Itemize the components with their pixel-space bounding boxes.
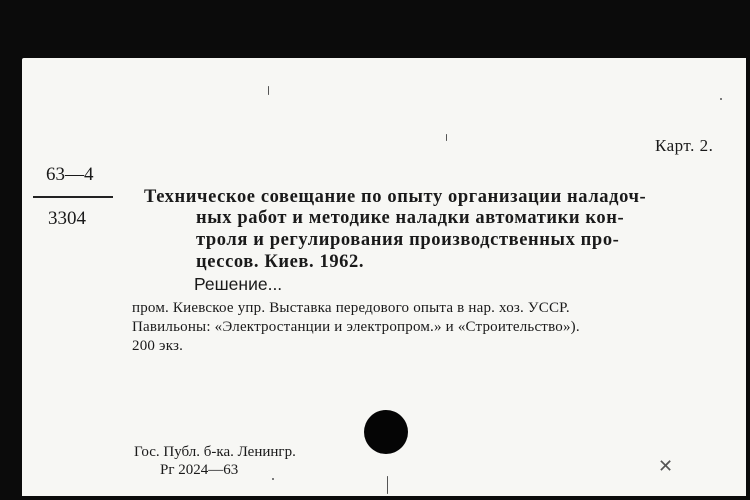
punch-hole	[364, 410, 408, 454]
shelfmark: Рг 2024—63	[160, 462, 239, 478]
catalog-card	[22, 58, 746, 496]
library-name: Гос. Публ. б-ка. Ленингр.	[134, 444, 296, 460]
title-line-3: троля и регулирования производственных про-	[196, 230, 620, 250]
body-line-3: 200 экз.	[132, 338, 184, 354]
scan-speck	[268, 86, 269, 95]
title-line-1: Техническое совещание по опыту организации наладоч-	[144, 187, 647, 207]
title-line-2: ных работ и методике наладки автоматики кон-	[196, 208, 625, 228]
decision-text: Решение...	[194, 274, 283, 294]
classification-divider	[33, 196, 113, 198]
scan-speck	[446, 134, 447, 141]
classification-top: 63—4	[46, 164, 94, 185]
stamp-mark-icon: ✕	[658, 456, 674, 476]
scan-speck	[720, 98, 722, 100]
scan-speck	[387, 476, 388, 494]
title-line-4: цессов. Киев. 1962.	[196, 252, 365, 272]
classification-bottom: 3304	[48, 208, 86, 229]
card-number: Карт. 2.	[655, 136, 714, 155]
body-line-2: Павильоны: «Электростанции и электропром.» и «Строительство»).	[132, 319, 580, 335]
scan-speck	[272, 478, 274, 480]
body-line-1: пром. Киевское упр. Выставка передового опыта в нар. хоз. УССР.	[132, 300, 570, 316]
